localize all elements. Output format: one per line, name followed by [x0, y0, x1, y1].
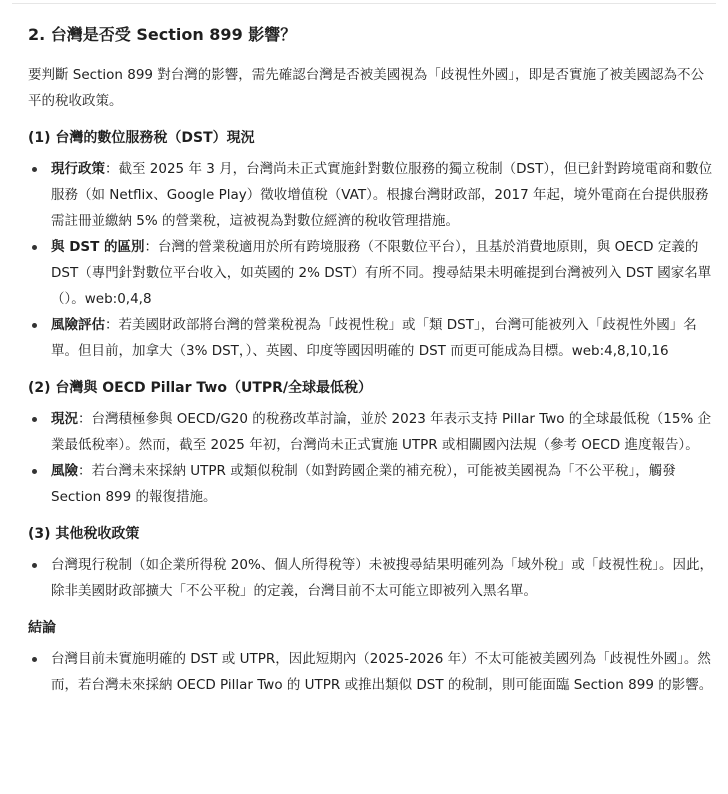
item-text: ：截至 2025 年 3 月，台灣尚未正式實施針對數位服務的獨立稅制（DST），但已針對跨境電商和數位服務（如 Netflix、Google Play）徵收增值稅（VAT）。根據台灣財政部，2017 年起，境外電商在台提供服務需註冊並繳納 5% 的營業稅，這被視為對數位經濟的稅收管理措施。	[51, 161, 713, 229]
dst-list	[28, 156, 714, 364]
item-text: 台灣現行稅制（如企業所得稅 20%、個人所得稅等）未被搜尋結果明確列為「域外稅」或「歧視性稅」。因此，除非美國財政部擴大「不公平稅」的定義，台灣目前不太可能立即被列入黑名單。	[51, 557, 714, 599]
list-item	[28, 646, 714, 698]
pillar-two-heading: (2) 台灣與 OECD Pillar Two（UTPR/全球最低稅）	[28, 380, 373, 396]
list-item	[28, 312, 714, 364]
list-item	[28, 156, 714, 234]
item-label: 風險評估	[51, 317, 105, 333]
item-label: 與 DST 的區別	[51, 239, 145, 255]
top-divider	[12, 3, 716, 4]
article	[28, 24, 714, 698]
intro-paragraph: 要判斷 Section 899 對台灣的影響，需先確認台灣是否被美國視為「歧視性外國」，即是否實施了被美國認為不公平的稅收政策。	[28, 67, 705, 109]
item-text: ：台灣積極參與 OECD/G20 的稅務改革討論，並於 2023 年表示支持 Pillar Two 的全球最低稅（15% 企業最低稅率）。然而，截至 2025 年初，台灣尚未正式實施 UTPR 或相關國內法規（參考 OECD 進度報告）。	[51, 411, 712, 453]
item-label: 現況	[51, 411, 78, 427]
other-tax-list	[28, 552, 714, 604]
conclusion-list	[28, 646, 714, 698]
list-item	[28, 458, 714, 510]
item-label: 現行政策	[51, 161, 105, 177]
conclusion-heading: 結論	[28, 620, 56, 636]
other-tax-heading: (3) 其他稅收政策	[28, 526, 140, 542]
list-item	[28, 552, 714, 604]
item-label: 風險	[51, 463, 78, 479]
pillar-two-list	[28, 406, 714, 510]
item-text: ：若台灣未來採納 UTPR 或類似稅制（如對跨國企業的補充稅），可能被美國視為「不公平稅」，觸發 Section 899 的報復措施。	[51, 463, 676, 505]
dst-heading: (1) 台灣的數位服務稅（DST）現況	[28, 130, 255, 146]
item-text: ：台灣的營業稅適用於所有跨境服務（不限數位平台），且基於消費地原則，與 OECD 定義的 DST（專門針對數位平台收入，如英國的 2% DST）有所不同。搜尋結果未明確提到台灣被列入 DST 國家名單（）。web:0,4,8	[51, 239, 712, 307]
list-item	[28, 406, 714, 458]
list-item	[28, 234, 714, 312]
item-text: ：若美國財政部將台灣的營業稅視為「歧視性稅」或「類 DST」，台灣可能被列入「歧視性外國」名單。但目前，加拿大（3% DST，）、英國、印度等國因明確的 DST 而更可能成為目標。web:4,8,10,16	[51, 317, 697, 359]
item-text: 台灣目前未實施明確的 DST 或 UTPR，因此短期內（2025-2026 年）不太可能被美國列為「歧視性外國」。然而，若台灣未來採納 OECD Pillar Two 的 UTPR 或推出類似 DST 的稅制，則可能面臨 Section 899 的影響。	[51, 651, 713, 693]
section-title: 2. 台灣是否受 Section 899 影響？	[28, 25, 297, 44]
